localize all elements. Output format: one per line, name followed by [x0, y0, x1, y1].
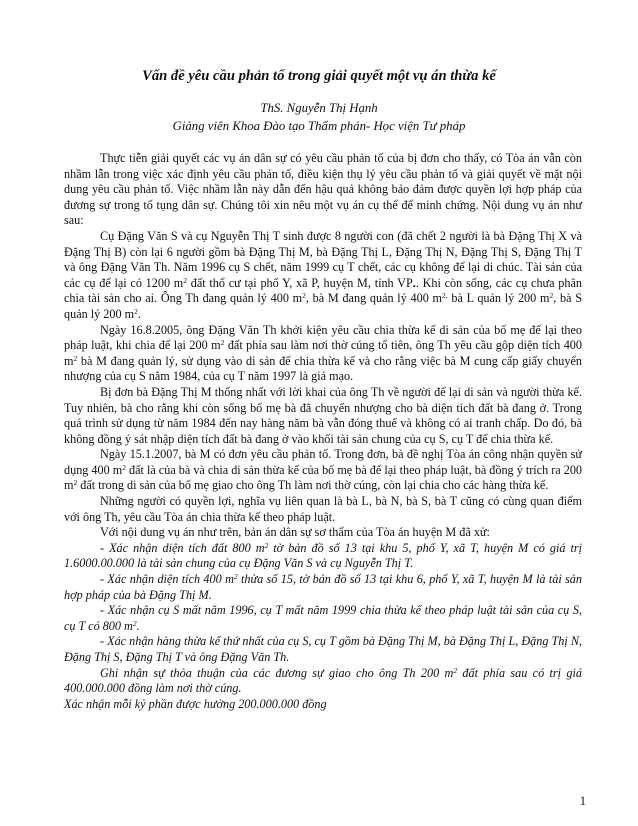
article-title: Vấn đề yêu cầu phản tố trong giải quyết một vụ án thừa kế [142, 68, 496, 84]
superscript: 2 [264, 540, 269, 550]
text-segment: đất là của bà và chia di sản thừa kế của bố mẹ bà để lại theo pháp luật, bà đồng ý trích ra 200 m [64, 462, 583, 493]
paragraph-defendant-statement: Bị đơn bà Đặng Thị M thống nhất với lời khai của ông Th về người để lại di sản và người thừa kế. Tuy nhiên, bà cho rằng khi còn sống bố mẹ bà đã chuyển nhượng cho bà diện tích đất bà đang ở. Trong quá trình sử dụng từ năm 1984 đến nay hàng năm bà vẫn đóng thuế và không có ai tranh chấp. Do đó, bà không đồng ý sát nhập diện tích đất bà đang ở vào khối tài sản chung của cụ S, cụ T để chia thừa kế. [64, 384, 582, 446]
superscript: 2 [183, 275, 188, 285]
text-segment: - Xác nhận cụ S mất năm 1996, cụ T mất năm 1999 chia thừa kế theo pháp luật tài sản của cụ S, cụ T có 800 m [64, 603, 582, 633]
text-segment: Ngày 16.8.2005, ông Đặng Văn Th khởi kiện yêu cầu chia thừa kế di sản của bố mẹ để lại theo pháp luật, khi chia để lại 200 m [64, 322, 582, 353]
paragraph-related-parties: Những người có quyền lợi, nghĩa vụ liên quan là bà L, bà N, bà S, bà T cũng có cùng quan điểm với ông Th, yêu cầu Tòa án chia thừa kế theo pháp luật. [64, 494, 582, 524]
author-name: ThS. Nguyễn Thị Hạnh [260, 101, 378, 115]
paragraph-counterclaim [64, 447, 582, 494]
text-segment: đất trong di sản của bố mẹ giao cho ông Th làm nơi thờ cúng, còn lại chia cho các hàng thừa kế. [77, 478, 549, 493]
superscript: 2 [134, 306, 138, 316]
text-segment: bà L quản lý 200 m [447, 291, 550, 306]
paragraph-case-facts: Cụ Đặng Văn S và cụ Nguyễn Thị T sinh được 8 người con (đã chết 2 người là bà Đặng Thị X và Đặng Thị B) còn lại 6 người gồm bà Đặng Thị M, bà Đặng Thị L, Đặng Thị N, Đặng Thị S, Đặng Thị T và ông Đặng Văn Th. Năm 1996 cụ S chết, năm 1999 cụ T chết, các cụ không để lại di chúc. Tài sản của các cụ để lại có 1200 $m^2$ đất thổ cư tại phố Y, xã P, huyện M, tỉnh VP.. Khi còn sống, các cụ chưa phân chia tài sản cho ai. Ông Th đang quản lý 400 $m^2$, bà M đang quản lý 400 $m^{2,}$ bà L quản lý 200 $m^2$, bà S quản lý 200 $m^2$. [64, 228, 582, 321]
text-segment: Cụ Đặng Văn S và cụ Nguyễn Thị T sinh được 8 người con (đã chết 2 người là bà Đặng Thị X và Đặng Thị B) còn lại 6 người gồm bà Đặng Thị M, bà Đặng Thị L, Đặng Thị N, Đặng Thị S, Đặng Thị T và ông Đặng Văn Th. Năm 1996 cụ S chết, năm 1999 cụ T chết, các cụ không để lại di chúc. Tài sản của các cụ để lại có 1200 m [64, 228, 582, 290]
text-segment: . Khi còn sống, các cụ chưa phân chia tài sản cho ai. Ông Th đang quản lý 400 m [64, 275, 582, 306]
author-affiliation: Giảng viên Khoa Đào tạo Thẩm phán- Học viện Tư pháp [172, 119, 466, 133]
text-segment: đất thổ cư tại phố Y, xã P, huyện M, tỉnh VP [187, 275, 413, 290]
superscript: 2 [220, 338, 225, 348]
superscript: 2 [73, 353, 78, 363]
superscript: 2 [132, 618, 137, 628]
judgment-item-2 [64, 572, 582, 603]
superscript: 2 [453, 665, 458, 675]
text-segment: Ngày 15.1.2007, bà M có đơn yêu cầu phản tố. Trong đơn, bà đề nghị Tòa án công nhận quyền sử dụng 400 m [64, 447, 582, 477]
judgment-item-1 [64, 541, 582, 572]
judgment-item-4: - Xác nhận hàng thừa kế thứ nhất của cụ S, cụ T gồm bà Đặng Thị M, bà Đặng Thị L, Đặng Thị N, Đặng Thị S, Đặng Thị T và ông Đặng Văn Th. [64, 634, 582, 664]
text-segment: tờ bản đồ số 13 tại khu 5, phố Y, xã T, huyện M có giá trị 1.6000.00.000 là tài sản chung của cụ Đặng Văn S và cụ Nguyễn Thị T. [64, 540, 583, 571]
article-body [64, 151, 582, 712]
paragraph-judgment-intro: Với nội dung vụ án như trên, bản án dân sự sơ thẩm của Tòa án huyện M đã xử: [100, 525, 490, 540]
text-segment: , bà M đang quản lý 400 m [305, 291, 443, 306]
text-segment: đất phía sau có trị giá 400.000.000 đồng làm nơi thờ cúng. [64, 665, 582, 696]
paragraph-intro: Thực tiễn giải quyết các vụ án dân sự có yêu cầu phản tố của bị đơn cho thấy, có Tòa án vẫn còn nhầm lẫn trong việc xác định yêu cầu phản tố, điều kiện thụ lý yêu cầu phản tố và giải quyết về mặt nội dung yêu cầu phản tố. Việc nhầm lẫn này dẫn đến hậu quả không bảo đảm được quyền lợi hợp pháp của đương sự trong tố tụng dân sự. Chúng tôi xin nêu một vụ án cụ thể để minh chứng. Nội dung vụ án như sau: [64, 151, 582, 228]
text-segment: bà M đang quản lý, sử dụng vào di sản để chia thừa kế và cho rằng việc bà M cung cấp giấy chuyển nhượng của cụ S năm 1984, của cụ T năm 1997 là giả mạo. [64, 353, 582, 384]
text-segment: - Xác nhận diện tích đất 800 m [100, 540, 265, 555]
superscript: 2 [122, 462, 126, 472]
paragraph-plaintiff-claim [64, 323, 582, 385]
text-segment: Ghi nhận sự thỏa thuận của các đương sự giao cho ông Th 200 m [100, 665, 454, 680]
text-segment: , bà S quản lý 200 m [64, 291, 582, 321]
bold-period: . [412, 275, 416, 290]
judgment-item-5 [64, 666, 582, 697]
text-segment: đất phía sau làm nơi thờ cúng tổ tiên, ông Th yêu cầu gộp diện tích 400 m [64, 338, 582, 368]
superscript: 2 [302, 291, 306, 301]
superscript: 2 [233, 572, 238, 582]
page-number: 1 [579, 794, 586, 808]
superscript: 2 [549, 291, 554, 301]
text-segment: - Xác nhận diện tích 400 m [100, 572, 234, 587]
superscript: 2 [73, 478, 78, 488]
judgment-item-6: Xác nhận mỗi kỷ phần được hưởng 200.000.000 đồng [64, 696, 327, 711]
text-segment: thửa số 15, tờ bản đồ số 13 tại khu 6, phố Y, xã T, huyện M là tài sản hợp pháp của bà Đặng Thị M. [64, 572, 582, 602]
judgment-item-3: - Xác nhận cụ S mất năm 1996, cụ T mất năm 1999 chia thừa kế theo pháp luật tài sản của cụ S, cụ T có 800 $m^2$. [64, 603, 582, 633]
superscript: 2, [442, 291, 448, 301]
